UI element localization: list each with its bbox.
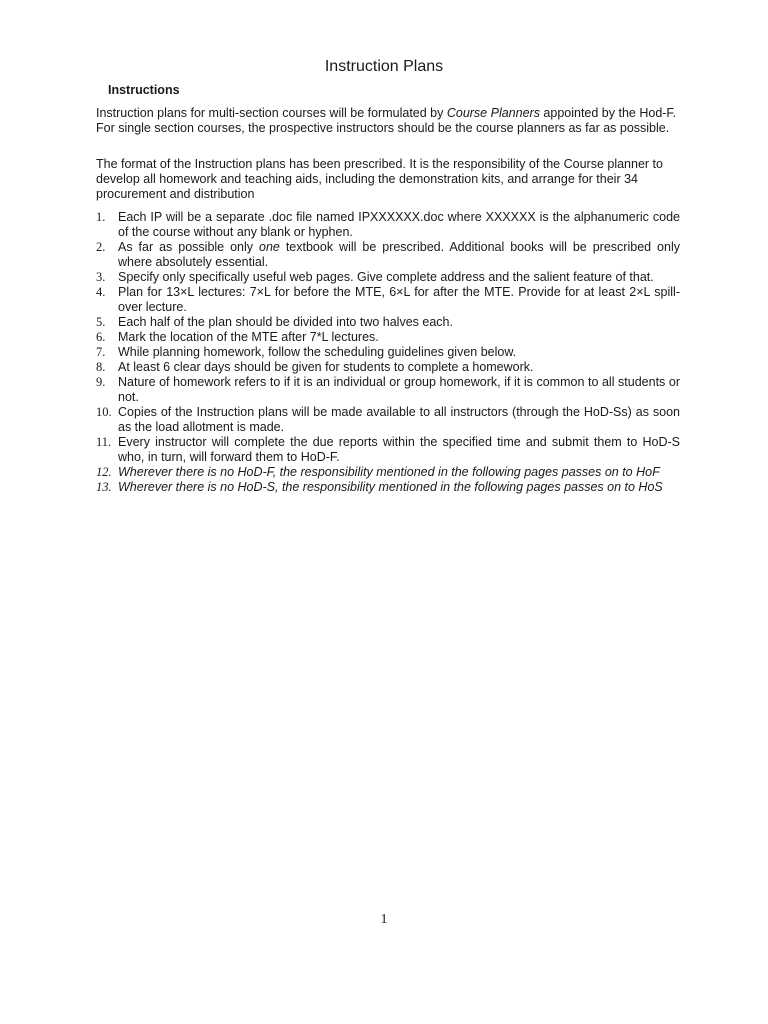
list-item-number: 3.: [96, 270, 106, 284]
list-item-text: Plan for 13×L lectures: 7×L for before the MTE, 6×L for after the MTE. Provide for at least 2×L spill-over lecture.: [118, 285, 680, 314]
list-item-text: Every instructor will complete the due reports within the specified time and submit them to HoD-S who, in turn, will forward them to HoD-F.: [118, 435, 680, 464]
list-item-number: 5.: [96, 315, 106, 329]
page-number: 1: [380, 912, 388, 927]
instruction-list: [96, 210, 680, 495]
list-item-number: 6.: [96, 330, 106, 344]
format-paragraph: The format of the Instruction plans has been prescribed. It is the responsibility of the Course planner to develop all homework and teaching aids, including the demonstration kits, and arrange for their 34 procurement and distribution: [96, 157, 663, 201]
list-item: [96, 435, 680, 465]
list-item: [96, 270, 680, 285]
intro-text-end: appointed by the Hod-F. For single section courses, the prospective instructors should be the course planners as far as possible.: [96, 106, 677, 135]
list-item-number: 4.: [96, 285, 106, 299]
list-item: [96, 240, 680, 270]
list-item-text: [118, 240, 680, 269]
list-item-text: Mark the location of the MTE after 7*L lectures.: [118, 330, 379, 344]
list-item-text: Each half of the plan should be divided into two halves each.: [118, 315, 453, 329]
list-item-text: At least 6 clear days should be given for students to complete a homework.: [118, 360, 534, 374]
list-item-text: While planning homework, follow the scheduling guidelines given below.: [118, 345, 517, 359]
list-item-text: Wherever there is no HoD-F, the responsibility mentioned in the following pages passes on to HoF: [118, 465, 660, 479]
section-heading: Instructions: [108, 83, 180, 97]
list-item-text: Each IP will be a separate .doc file named IPXXXXXX.doc where XXXXXX is the alphanumeric code of the course without any blank or hyphen.: [118, 210, 680, 239]
intro-emphasis: Course Planners: [446, 106, 540, 120]
list-item: [96, 315, 680, 330]
list-item: [96, 405, 680, 435]
list-item-number: 1.: [96, 210, 106, 224]
intro-paragraph: [96, 106, 680, 136]
list-item: [96, 375, 680, 405]
list-item-number: 9.: [96, 375, 106, 389]
list-item-number: 12.: [96, 465, 112, 479]
intro-text-start: Instruction plans for multi-section courses will be formulated by: [96, 106, 447, 120]
list-item-emphasis: one: [259, 240, 280, 254]
page-title: Instruction Plans: [324, 58, 444, 75]
list-item-text: Wherever there is no HoD-S, the responsibility mentioned in the following pages passes on to HoS: [118, 480, 663, 494]
list-item-number: 7.: [96, 345, 106, 359]
list-item-text: Specify only specifically useful web pages. Give complete address and the salient feature of that.: [118, 270, 654, 284]
list-item-number: 10.: [96, 405, 112, 419]
list-item: [96, 360, 680, 375]
list-item-text: Copies of the Instruction plans will be made available to all instructors (through the HoD-Ss) as soon as the load allotment is made.: [118, 405, 680, 434]
list-item: [96, 465, 680, 480]
list-item: [96, 285, 680, 315]
list-item-number: 8.: [96, 360, 106, 374]
list-item: [96, 210, 680, 240]
list-item-text: Nature of homework refers to if it is an individual or group homework, if it is common to all students or not.: [118, 375, 680, 404]
list-item-number: 13.: [96, 480, 112, 494]
list-item: [96, 345, 680, 360]
list-item-number: 2.: [96, 240, 106, 254]
list-item: [96, 330, 680, 345]
list-item-number: 11.: [96, 435, 112, 449]
list-item-text-start: As far as possible only: [118, 240, 259, 254]
list-item-text-end: textbook will be prescribed. Additional books will be prescribed only where absolutely essential.: [118, 240, 680, 269]
list-item: [96, 480, 680, 495]
